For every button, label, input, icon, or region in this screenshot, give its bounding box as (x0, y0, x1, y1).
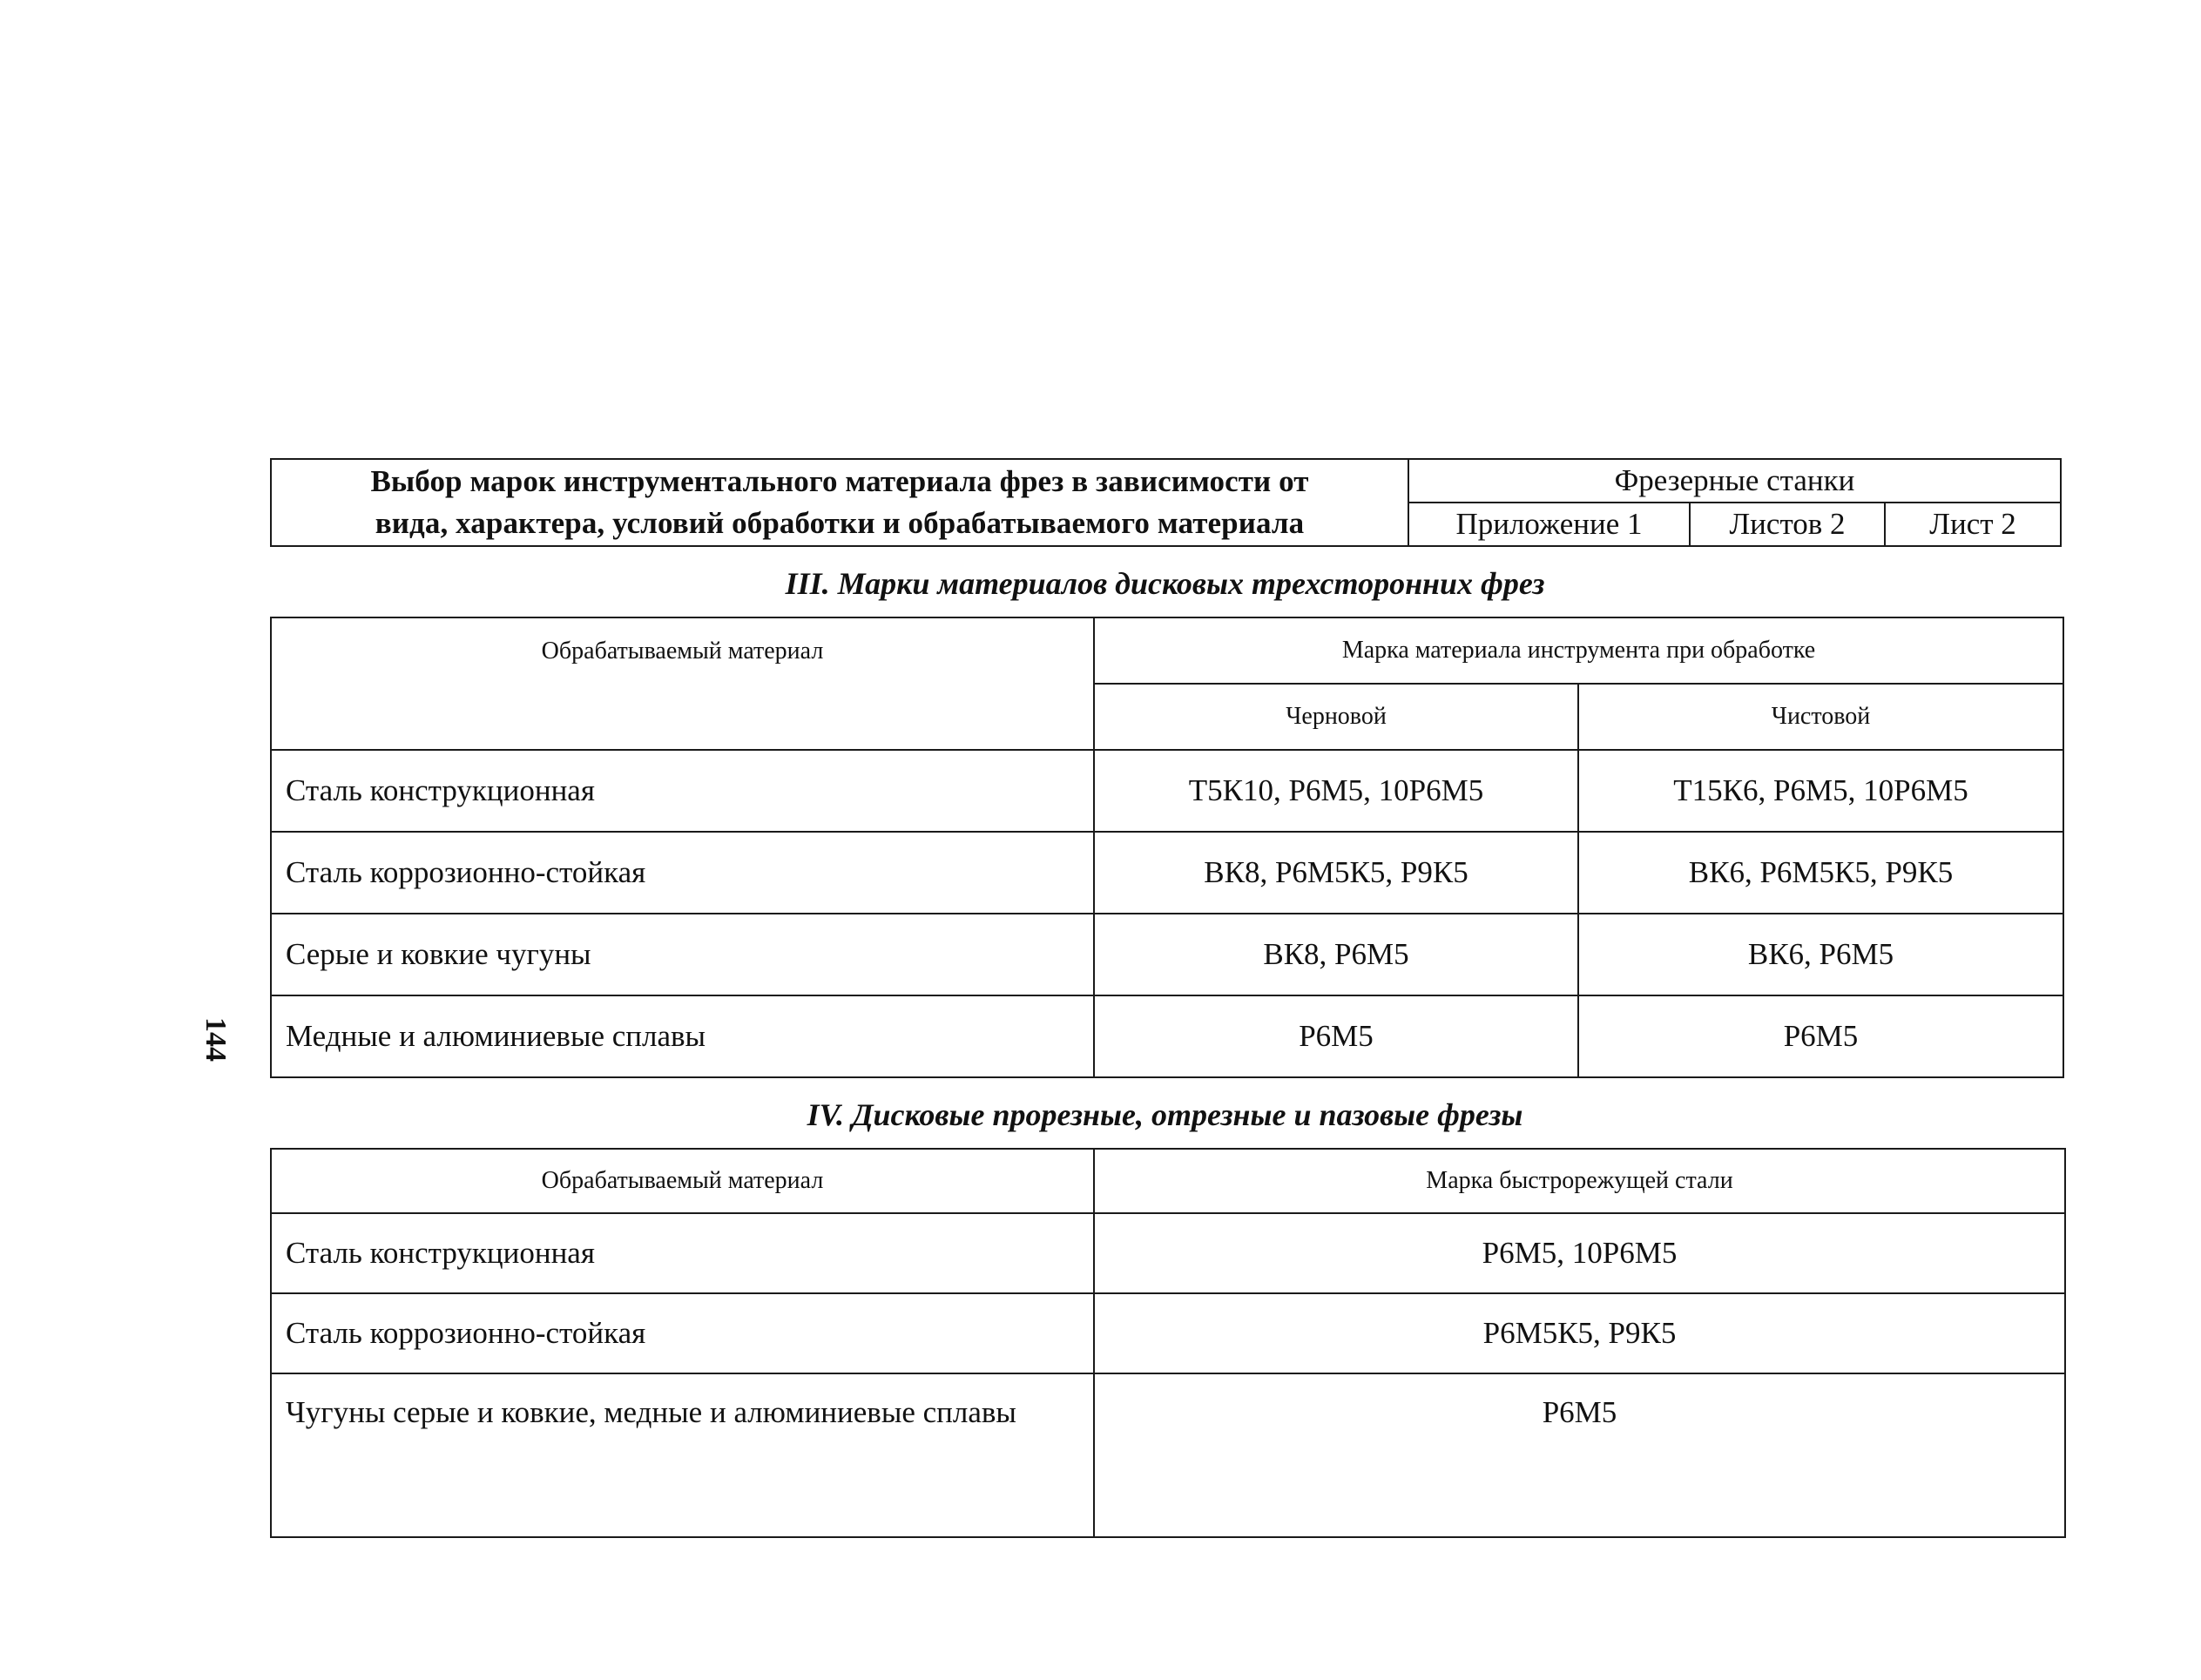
rough-grade-cell: Р6М5 (1094, 995, 1578, 1077)
section-3-header-tool-grade: Марка материала инструмента при обработке (1094, 617, 2063, 684)
appendix-label: Приложение 1 (1408, 503, 1690, 546)
document-title (271, 459, 1408, 546)
section-3-title: III. Марки материалов дисковых трехсторонних фрез (785, 566, 1545, 601)
table-row (271, 914, 2063, 995)
table-row (271, 1293, 2065, 1373)
finish-grade-cell: Т15К6, Р6М5, 10Р6М5 (1578, 750, 2063, 832)
material-cell: Сталь коррозионно-стойкая (271, 1293, 1094, 1373)
steel-grade-cell: Р6М5, 10Р6М5 (1094, 1213, 2065, 1293)
section-4-table (270, 1148, 2066, 1538)
section-4-header-steel-grade: Марка быстрорежущей стали (1094, 1149, 2065, 1213)
table-row (271, 1213, 2065, 1293)
finish-grade-cell: ВК6, Р6М5К5, Р9К5 (1578, 832, 2063, 914)
steel-grade-cell: Р6М5 (1094, 1373, 2065, 1537)
machines-label: Фрезерные станки (1408, 459, 2061, 503)
steel-grade-cell: Р6М5К5, Р9К5 (1094, 1293, 2065, 1373)
document-title-line-2: вида, характера, условий обработки и обрабатываемого материала (375, 506, 1305, 540)
document-title-line-1: Выбор марок инструментального материала фрез в зависимости от (370, 464, 1309, 498)
section-3-header-rough: Черновой (1094, 684, 1578, 750)
table-row (271, 1373, 2065, 1537)
finish-grade-cell: Р6М5 (1578, 995, 2063, 1077)
material-cell: Сталь конструкционная (271, 1213, 1094, 1293)
material-cell: Чугуны серые и ковкие, медные и алюминиевые сплавы (271, 1373, 1094, 1537)
table-row (271, 995, 2063, 1077)
finish-grade-cell: ВК6, Р6М5 (1578, 914, 2063, 995)
section-3-table (270, 617, 2064, 1078)
material-cell: Сталь коррозионно-стойкая (271, 832, 1094, 914)
rough-grade-cell: Т5К10, Р6М5, 10Р6М5 (1094, 750, 1578, 832)
section-3-header-material: Обрабатываемый материал (271, 617, 1094, 750)
table-row (271, 832, 2063, 914)
section-4-title: IV. Дисковые прорезные, отрезные и пазовые фрезы (807, 1097, 1523, 1132)
section-3-header-finish: Чистовой (1578, 684, 2063, 750)
rough-grade-cell: ВК8, Р6М5К5, Р9К5 (1094, 832, 1578, 914)
rough-grade-cell: ВК8, Р6М5 (1094, 914, 1578, 995)
table-row (271, 750, 2063, 832)
title-block (270, 458, 2062, 547)
sheet-label: Лист 2 (1885, 503, 2061, 546)
sheets-total-label: Листов 2 (1690, 503, 1885, 546)
page-number: 144 (199, 1017, 232, 1062)
material-cell: Серые и ковкие чугуны (271, 914, 1094, 995)
section-4-header-material: Обрабатываемый материал (271, 1149, 1094, 1213)
material-cell: Медные и алюминиевые сплавы (271, 995, 1094, 1077)
material-cell: Сталь конструкционная (271, 750, 1094, 832)
